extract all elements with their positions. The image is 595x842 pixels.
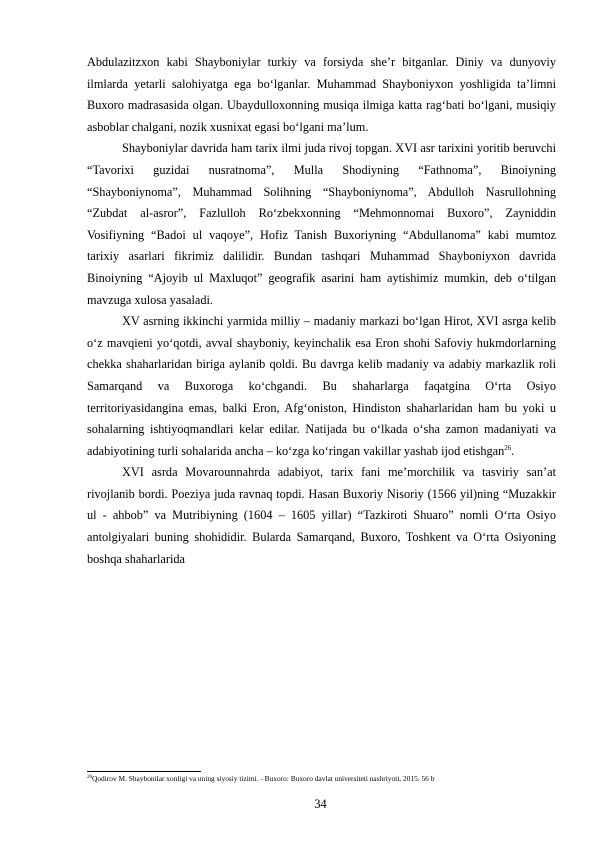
- paragraph-3-text: XV asrning ikkinchi yarmida milliy – madaniy markazi bo‘lgan Hirot, XVI asrga kelib o‘z mavqieni yo‘qotdi, avval shayboniy, keyinchalik esa Eron shohi Safoviy hukmdorlarning chekka shaharlaridan biriga aylanib qoldi. Bu davrga kelib madaniy va adabiy markazlik roli Samarqand va Buxoroga ko‘chgandi. Bu shaharlarga faqatgina O‘rta Osiyo territoriyasidangina emas, balki Eron, Afg‘oniston, Hindiston shaharlaridan ham bu yoki u sohalarning ishtiyoqmandlari kelar edilar. Natijada bu o‘lkada o‘sha zamon madaniyati va adabiyotining turli sohalarida ancha – ko‘zga ko‘ringan vakillar yashab ijod etishgan: [87, 314, 556, 458]
- paragraph-1: Abdulazitzxon kabi Shayboniylar turkiy va forsiyda she’r bitganlar. Diniy va dunyoviy ilmlarda yetarli salohiyatga ega bo‘lganlar. Muhammad Shayboniyxon yoshligida ta’limni Buxoro madrasasida olgan. Ubaydulloxonning musiqa ilmiga katta rag‘bati bo‘lgani, musiqiy asboblar chalgani, nozik xusnixat egasi bo‘lgani ma’lum.: [87, 55, 556, 134]
- footnote: [87, 774, 559, 783]
- paragraph-2: Shayboniylar davrida ham tarix ilmi juda rivoj topgan. XVI asr tarixini yoritib beruvchi “Tavorixi guzidai nusratnoma”, Mulla Shodiyning “Fathnoma”, Binoiyning “Shayboniynoma”, Muhammad Solihning “Shayboniynoma”, Abdulloh Nasrullohning “Zubdat al-asror”, Fazlulloh Ro‘zbekxonning “Mehmonnomai Buxoro”, Zayniddin Vosifiyning “Badoi ul vaqoye”, Hofiz Tanish Buxoriyning “Abdullanoma” kabi mumtoz tarixiy asarlari fikrimiz dalilidir. Bundan tashqari Muhammad Shayboniyxon davrida Binoiyning “Ajoyib ul Maxluqot” geografik asarini ham aytishimiz mumkin, deb o‘tilgan mavzuga xulosa yasaladi.: [87, 141, 556, 307]
- footnote-separator: [87, 771, 201, 772]
- page-number: 34: [314, 797, 327, 811]
- footnote-number: 26: [87, 775, 92, 780]
- paragraph-4: XVI asrda Movarounnahrda adabiyot, tarix fani me’morchilik va tasviriy san’at rivojlanib bordi. Poeziya juda ravnaq topdi. Hasan Buxoriy Nisoriy (1566 yil)ning “Muzakkir ul - ahbob” va Mutribiyning (1604 – 1605 yillar) “Tazkiroti Shuaro” nomli O‘rta Osiyo antolgiyalari buning shohididir. Bularda Samarqand, Buxoro, Toshkent va O‘rta Osiyoning boshqa shaharlarida: [87, 465, 556, 566]
- paragraph-3: XV asrning ikkinchi yarmida milliy – madaniy markazi bo‘lgan Hirot, XVI asrga kelib o‘z mavqieni yo‘qotdi, avval shayboniy, keyinchalik esa Eron shohi Safoviy hukmdorlarning chekka shaharlaridan biriga aylanib qoldi. Bu davrga kelib madaniy va adabiy markazlik roli Samarqand va Buxoroga ko‘chgandi. Bu shaharlarga faqatgina O‘rta Osiyo territoriyasidangina emas, balki Eron, Afg‘oniston, Hindiston shaharlaridan ham bu yoki u sohalarning ishtiyoqmandlari kelar edilar. Natijada bu o‘lkada o‘sha zamon madaniyati va adabiyotining turli sohalarida ancha – ko‘zga ko‘ringan vakillar yashab ijod etishgan$^{26}$.: [87, 314, 556, 458]
- footnote-text: Qodirov M. Shaybonilar xonligi va uning siyosiy tizimi. - Buxoro: Buxoro davlat universiteti nashriyoti, 2015. 56 b: [92, 774, 435, 783]
- footnote-reference[interactable]: 26: [504, 443, 512, 452]
- page-body: [87, 52, 556, 570]
